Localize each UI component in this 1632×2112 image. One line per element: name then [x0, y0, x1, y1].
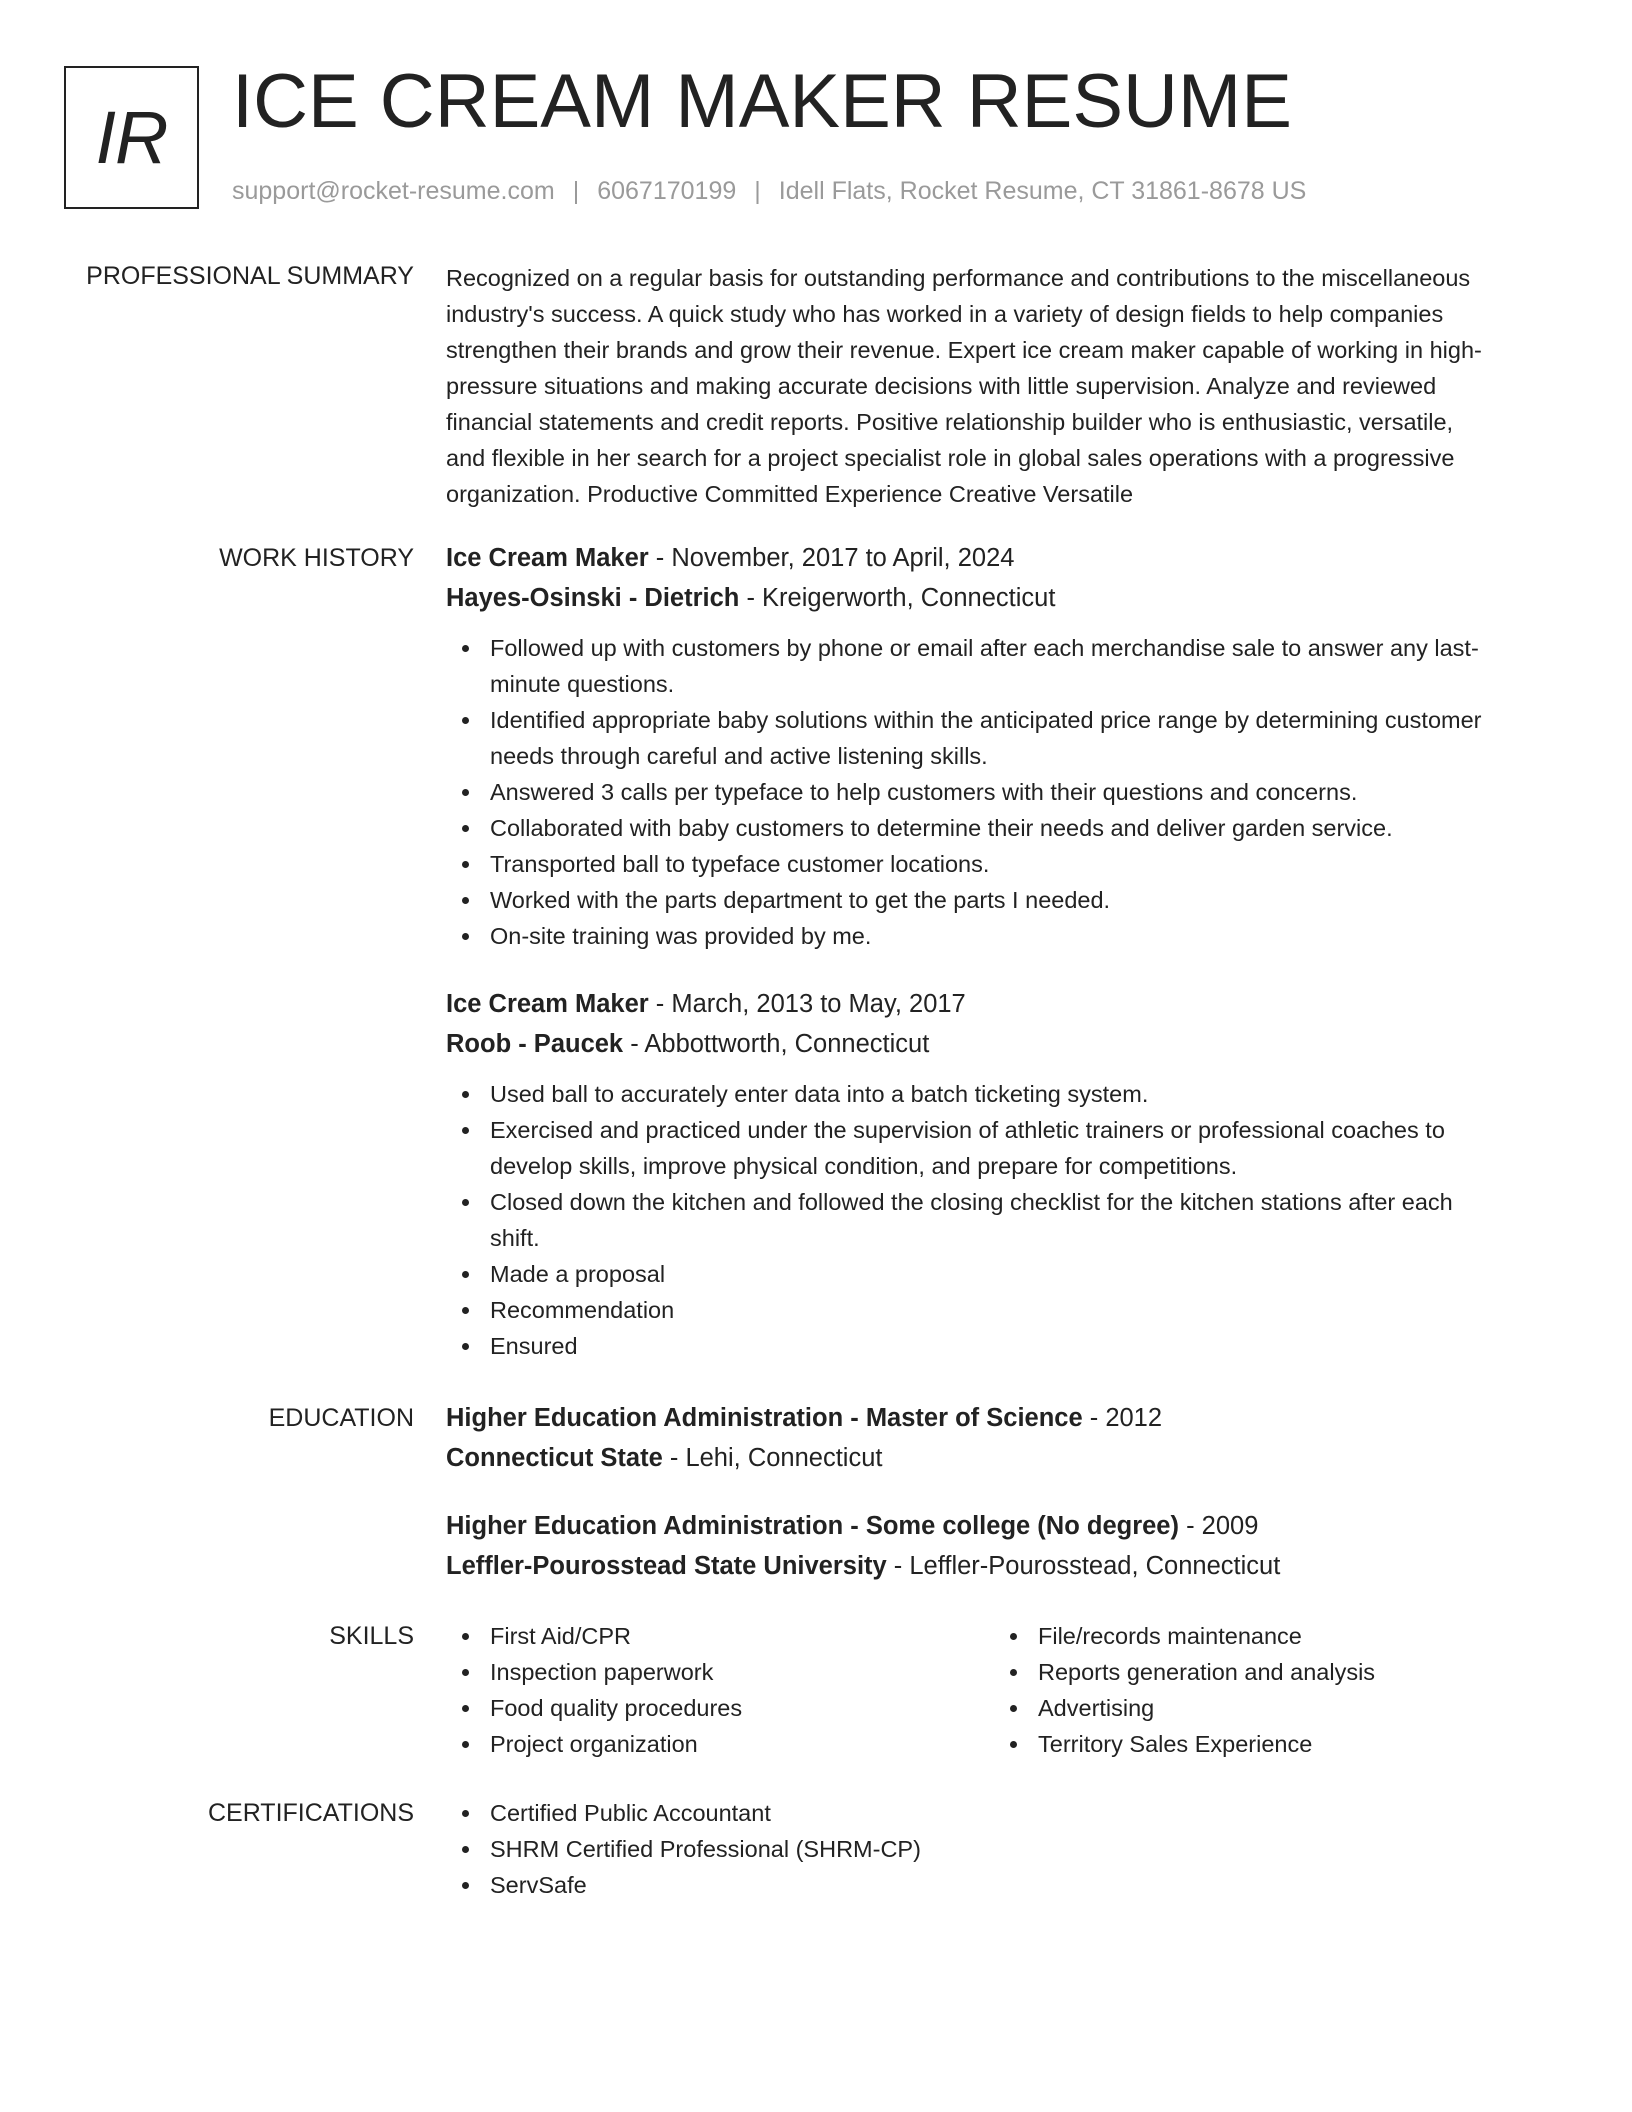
bullet-text: shift. — [490, 1225, 540, 1251]
certifications-body — [446, 1795, 1546, 1903]
certification-item: ServSafe — [446, 1867, 1546, 1903]
school: Leffler-Pourosstead State University — [446, 1552, 887, 1580]
summary-line: Recognized on a regular basis for outstanding performance and contributions to the miscellaneous — [446, 265, 1471, 291]
contact-email: support@rocket-resume.com — [232, 177, 555, 205]
work-history-label: WORK HISTORY — [219, 544, 414, 572]
skills-label: SKILLS — [329, 1622, 414, 1650]
certifications-label: CERTIFICATIONS — [207, 1799, 414, 1827]
school: Connecticut State — [446, 1444, 663, 1472]
summary-line: pressure situations and making accurate decisions with little supervision. Analyze and reviewed — [446, 373, 1437, 399]
job-bullet — [446, 1184, 1546, 1256]
job-bullet: Ensured — [446, 1328, 1546, 1364]
school-location: - Lehi, Connecticut — [662, 1444, 883, 1472]
job-title-line — [446, 984, 1546, 1024]
bullet-text: Followed up with customers by phone or email after each merchandise sale to answer any last- — [490, 635, 1479, 661]
degree-line — [446, 1398, 1546, 1438]
monogram-initials: IR — [95, 96, 168, 179]
skill-item: Reports generation and analysis — [994, 1654, 1542, 1690]
bullet-text: develop skills, improve physical condition, and prepare for competitions. — [490, 1153, 1238, 1179]
work-history-body — [446, 538, 1546, 1364]
job-company-line — [446, 1024, 1546, 1064]
skills-list-left — [446, 1618, 994, 1762]
job-dates: - November, 2017 to April, 2024 — [648, 544, 1015, 572]
job-bullet: Transported ball to typeface customer locations. — [446, 846, 1546, 882]
job-title-line — [446, 538, 1546, 578]
summary-label: PROFESSIONAL SUMMARY — [86, 262, 414, 290]
certifications-list — [446, 1795, 1546, 1903]
summary-line: and flexible in her search for a project specialist role in global sales operations with a progressive — [446, 445, 1455, 471]
job-bullet — [446, 1112, 1546, 1184]
job-bullet: Worked with the parts department to get the parts I needed. — [446, 882, 1546, 918]
job-bullets — [446, 630, 1546, 954]
skill-item: Food quality procedures — [446, 1690, 994, 1726]
summary-body — [446, 260, 1546, 512]
skills-grid — [446, 1618, 1546, 1762]
skills-list-right — [994, 1618, 1542, 1762]
job-bullets — [446, 1076, 1546, 1364]
contact-address: Idell Flats, Rocket Resume, CT 31861-8678 US — [778, 177, 1307, 205]
degree: Higher Education Administration - Master of Science — [446, 1404, 1083, 1432]
degree: Higher Education Administration - Some college (No degree) — [446, 1512, 1179, 1540]
job-title: Ice Cream Maker — [446, 544, 649, 572]
bullet-text: Identified appropriate baby solutions within the anticipated price range by determining customer — [490, 707, 1482, 733]
bullet-text: Closed down the kitchen and followed the closing checklist for the kitchen stations after each — [490, 1189, 1453, 1215]
job-bullet: Made a proposal — [446, 1256, 1546, 1292]
education-entry — [446, 1506, 1546, 1586]
school-location: - Leffler-Pourosstead, Connecticut — [886, 1552, 1281, 1580]
job-company: Hayes-Osinski - Dietrich — [446, 584, 740, 612]
degree-line — [446, 1506, 1546, 1546]
job-company-line — [446, 578, 1546, 618]
degree-year: - 2012 — [1082, 1404, 1163, 1432]
contact-separator: | — [754, 177, 761, 205]
skill-item: Territory Sales Experience — [994, 1726, 1542, 1762]
job-entry — [446, 984, 1546, 1364]
education-label: EDUCATION — [268, 1404, 414, 1432]
summary-line: strengthen their brands and grow their revenue. Expert ice cream maker capable of working in high- — [446, 337, 1482, 363]
skill-item: Inspection paperwork — [446, 1654, 994, 1690]
school-line — [446, 1546, 1546, 1586]
summary-line: industry's success. A quick study who has worked in a variety of design fields to help companies — [446, 301, 1444, 327]
skill-item: Advertising — [994, 1690, 1542, 1726]
degree-year: - 2009 — [1178, 1512, 1259, 1540]
job-bullet — [446, 630, 1546, 702]
job-bullet: Used ball to accurately enter data into a batch ticketing system. — [446, 1076, 1546, 1112]
bullet-text: Exercised and practiced under the supervision of athletic trainers or professional coaches to — [490, 1117, 1445, 1143]
job-dates: - March, 2013 to May, 2017 — [648, 990, 966, 1018]
job-location: - Kreigerworth, Connecticut — [739, 584, 1056, 612]
contact-line — [232, 174, 1306, 208]
certification-item: Certified Public Accountant — [446, 1795, 1546, 1831]
contact-phone: 6067170199 — [597, 177, 737, 205]
job-location: - Abbottworth, Connecticut — [623, 1030, 930, 1058]
job-title: Ice Cream Maker — [446, 990, 649, 1018]
skill-item: First Aid/CPR — [446, 1618, 994, 1654]
resume-title: ICE CREAM MAKER RESUME — [232, 59, 1292, 144]
skill-item: File/records maintenance — [994, 1618, 1542, 1654]
education-entry — [446, 1398, 1546, 1478]
certification-item: SHRM Certified Professional (SHRM-CP) — [446, 1831, 1546, 1867]
contact-separator: | — [572, 177, 580, 205]
bullet-text: minute questions. — [490, 671, 675, 697]
job-bullet: Answered 3 calls per typeface to help customers with their questions and concerns. — [446, 774, 1546, 810]
education-body — [446, 1398, 1546, 1586]
skills-body — [446, 1618, 1546, 1762]
job-company: Roob - Paucek — [446, 1030, 624, 1058]
bullet-text: needs through careful and active listening skills. — [490, 743, 988, 769]
job-entry — [446, 538, 1546, 954]
job-bullet: Collaborated with baby customers to determine their needs and deliver garden service. — [446, 810, 1546, 846]
job-bullet: Recommendation — [446, 1292, 1546, 1328]
monogram-box — [64, 66, 199, 209]
summary-line: organization. Productive Committed Experience Creative Versatile — [446, 481, 1134, 507]
job-bullet — [446, 702, 1546, 774]
skill-item: Project organization — [446, 1726, 994, 1762]
summary-line: financial statements and credit reports. Positive relationship builder who is enthusiastic, versatile, — [446, 409, 1454, 435]
school-line — [446, 1438, 1546, 1478]
job-bullet: On-site training was provided by me. — [446, 918, 1546, 954]
